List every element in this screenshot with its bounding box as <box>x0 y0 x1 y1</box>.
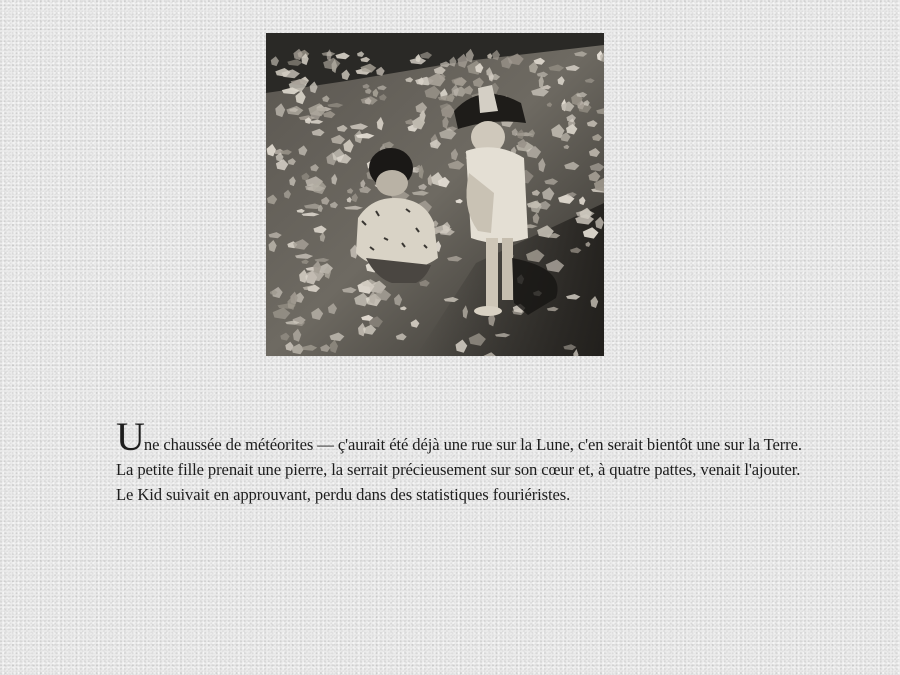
caption-paragraph <box>116 413 806 507</box>
photograph-image <box>266 33 604 356</box>
sepia-photograph <box>266 33 604 356</box>
drop-cap-initial: U <box>116 413 144 459</box>
caption-text: ne chaussée de météorites — ç'aurait été déjà une rue sur la Lune, c'en serait bientôt une sur la Terre. La petite fille prenait une pierre, la serrait précieusement sur son cœur et, à quatre pattes, venait l'ajouter. Le Kid suivait en approuvant, perdu dans des statistiques fouriéristes. <box>116 434 802 504</box>
